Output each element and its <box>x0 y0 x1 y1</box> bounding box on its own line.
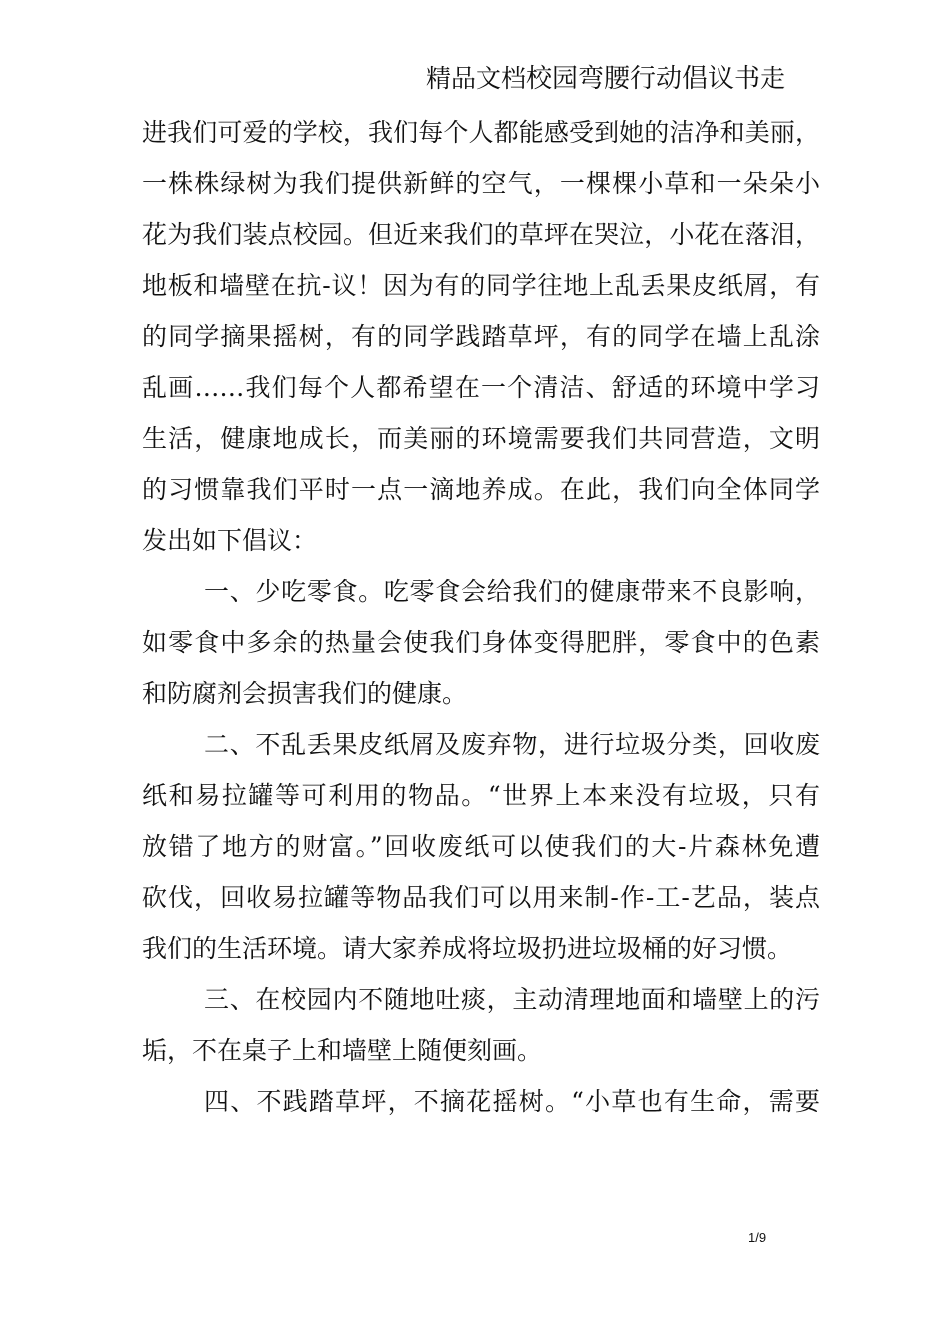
document-body <box>142 107 820 1127</box>
paragraph-first-line: 一、少吃零食。吃零食会给我们的健康带来不良影响， <box>204 577 820 606</box>
body-line: 的同学摘果摇树，有的同学践踏草坪，有的同学在墙上乱涂 <box>142 322 820 351</box>
header-continuation: 走 <box>760 64 786 93</box>
body-line: 乱画……我们每个人都希望在一个清洁、舒适的环境中学习 <box>142 373 820 402</box>
header-prefix: 精品文档 <box>426 64 527 93</box>
body-line: 一株株绿树为我们提供新鲜的空气，一棵棵小草和一朵朵小 <box>142 169 820 198</box>
body-line: 地板和墙壁在抗-议！因为有的同学往地上乱丢果皮纸屑，有 <box>142 271 820 300</box>
body-line: 砍伐，回收易拉罐等物品我们可以用来制-作-工-艺品，装点 <box>142 883 820 912</box>
page-number: 1/9 <box>748 1230 767 1245</box>
paragraph-first-line: 三、在校园内不随地吐痰，主动清理地面和墙壁上的污 <box>204 985 820 1014</box>
body-line: 我们的生活环境。请大家养成将垃圾扔进垃圾桶的好习惯。 <box>142 934 793 963</box>
body-line: 和防腐剂会损害我们的健康。 <box>142 679 468 708</box>
paragraph-first-line: 四、不践踏草坪，不摘花摇树。“小草也有生命，需要 <box>204 1087 820 1116</box>
body-line: 进我们可爱的学校，我们每个人都能感受到她的洁净和美丽， <box>142 118 820 147</box>
body-line: 发出如下倡议： <box>142 526 318 555</box>
body-line: 垢，不在桌子上和墙壁上随便刻画。 <box>142 1036 543 1065</box>
body-line: 的习惯靠我们平时一点一滴地养成。在此，我们向全体同学 <box>142 475 820 504</box>
body-line: 放错了地方的财富。”回收废纸可以使我们的大-片森林免遭 <box>142 832 820 861</box>
body-line: 纸和易拉罐等可利用的物品。“世界上本来没有垃圾，只有 <box>142 781 820 810</box>
body-line: 花为我们装点校园。但近来我们的草坪在哭泣，小花在落泪， <box>142 220 820 249</box>
paragraph-first-line: 二、不乱丢果皮纸屑及废弃物，进行垃圾分类，回收废 <box>204 730 820 759</box>
body-line: 如零食中多余的热量会使我们身体变得肥胖，零食中的色素 <box>142 628 820 657</box>
page-header <box>426 62 820 96</box>
body-line: 生活，健康地成长，而美丽的环境需要我们共同营造，文明 <box>142 424 820 453</box>
document-title: 校园弯腰行动倡议书 <box>526 64 761 94</box>
